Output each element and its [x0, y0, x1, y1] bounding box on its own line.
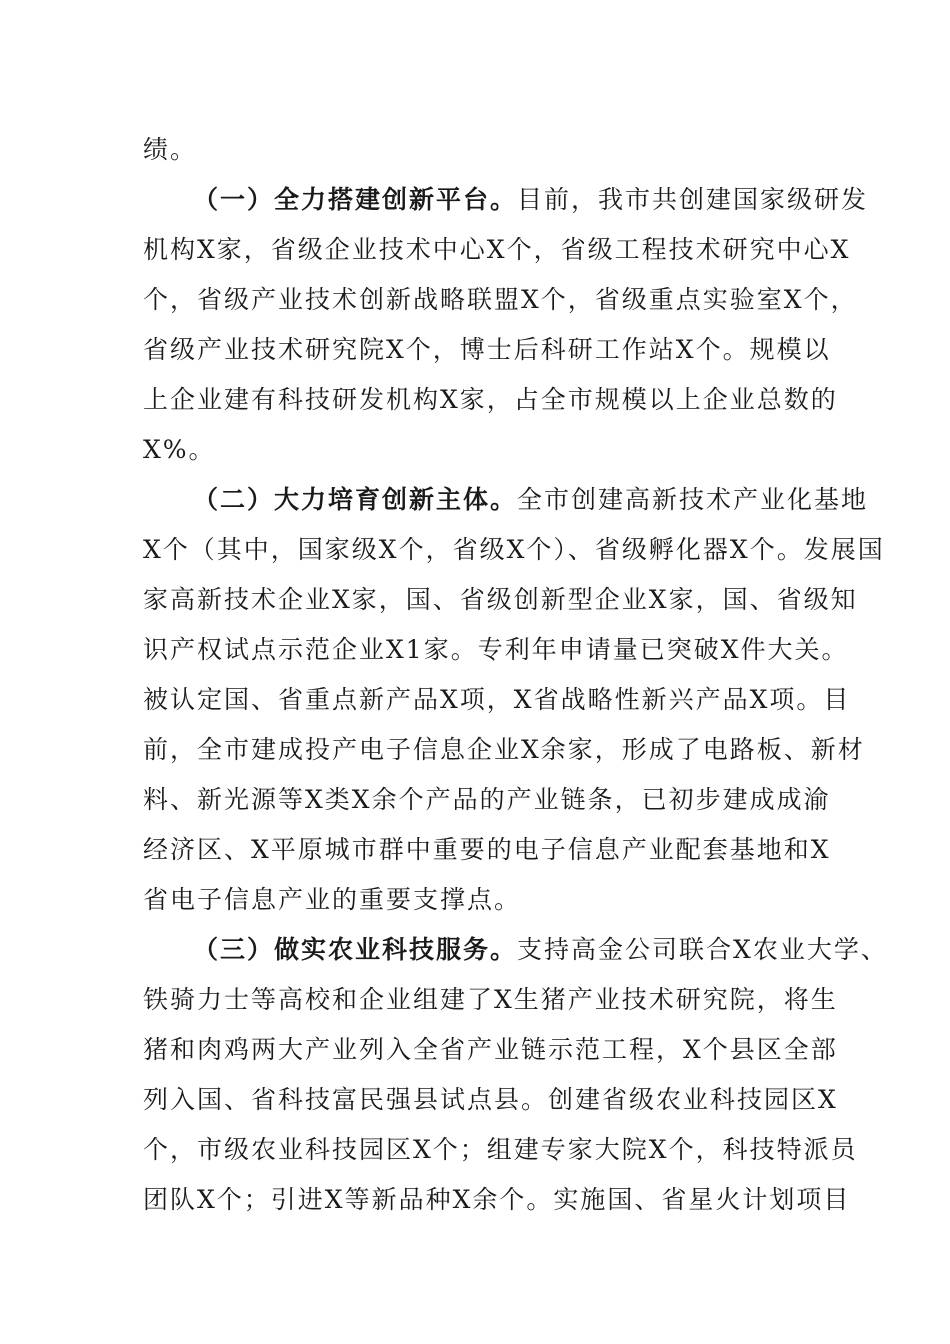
- section-1-line: 省级产业技术研究院X个，博士后科研工作站X个。规模以: [143, 335, 831, 364]
- section-3-line: 猪和肉鸡两大产业列入全省产业链示范工程，X个县区全部: [143, 1035, 838, 1064]
- section-3-line: 个，市级农业科技园区X个；组建专家大院X个，科技特派员: [143, 1135, 858, 1164]
- section-2-line: 料、新光源等X类X余个产品的产业链条，已初步建成成渝: [143, 785, 831, 814]
- section-2-line: 经济区、X平原城市群中重要的电子信息产业配套基地和X: [143, 835, 831, 864]
- section-2-line: 被认定国、省重点新产品X项，X省战略性新兴产品X项。目: [143, 685, 851, 714]
- section-1-line: 上企业建有科技研发机构X家，占全市规模以上企业总数的: [143, 385, 838, 414]
- section-1-first-line: [193, 183, 869, 217]
- section-2-line: 家高新技术企业X家，国、省级创新型企业X家，国、省级知: [143, 585, 858, 614]
- opening-line: 绩。: [143, 135, 198, 164]
- section-2-text: 全市创建高新技术产业化基地: [517, 485, 869, 514]
- section-2-line: 省电子信息产业的重要支撑点。: [143, 885, 522, 914]
- section-3-line: 团队X个；引进X等新品种X余个。实施国、省星火计划项目: [143, 1185, 851, 1214]
- section-2-first-line: [193, 483, 869, 517]
- section-3-first-line: [193, 933, 888, 967]
- section-1-line: X%。: [143, 435, 216, 464]
- section-3-line: 铁骑力士等高校和企业组建了X生猪产业技术研究院，将生: [143, 985, 838, 1014]
- section-3-heading: （三）做实农业科技服务。: [193, 935, 518, 964]
- section-3-text: 支持高金公司联合X农业大学、: [517, 935, 888, 964]
- section-1-heading: （一）全力搭建创新平台。: [193, 185, 518, 214]
- section-2-line: X个（其中，国家级X个，省级X个）、省级孵化器X个。发展国: [143, 535, 885, 564]
- section-1-text: 目前，我市共创建国家级研发: [517, 185, 869, 214]
- section-1-line: 个，省级产业技术创新战略联盟X个，省级重点实验室X个，: [143, 285, 858, 314]
- section-1-line: 机构X家，省级企业技术中心X个，省级工程技术研究中心X: [143, 235, 851, 264]
- section-2-line: 识产权试点示范企业X1家。专利年申请量已突破X件大关。: [143, 635, 849, 664]
- section-2-line: 前，全市建成投产电子信息企业X余家，形成了电路板、新材: [143, 735, 865, 764]
- section-2-heading: （二）大力培育创新主体。: [193, 485, 518, 514]
- section-3-line: 列入国、省科技富民强县试点县。创建省级农业科技园区X: [143, 1085, 838, 1114]
